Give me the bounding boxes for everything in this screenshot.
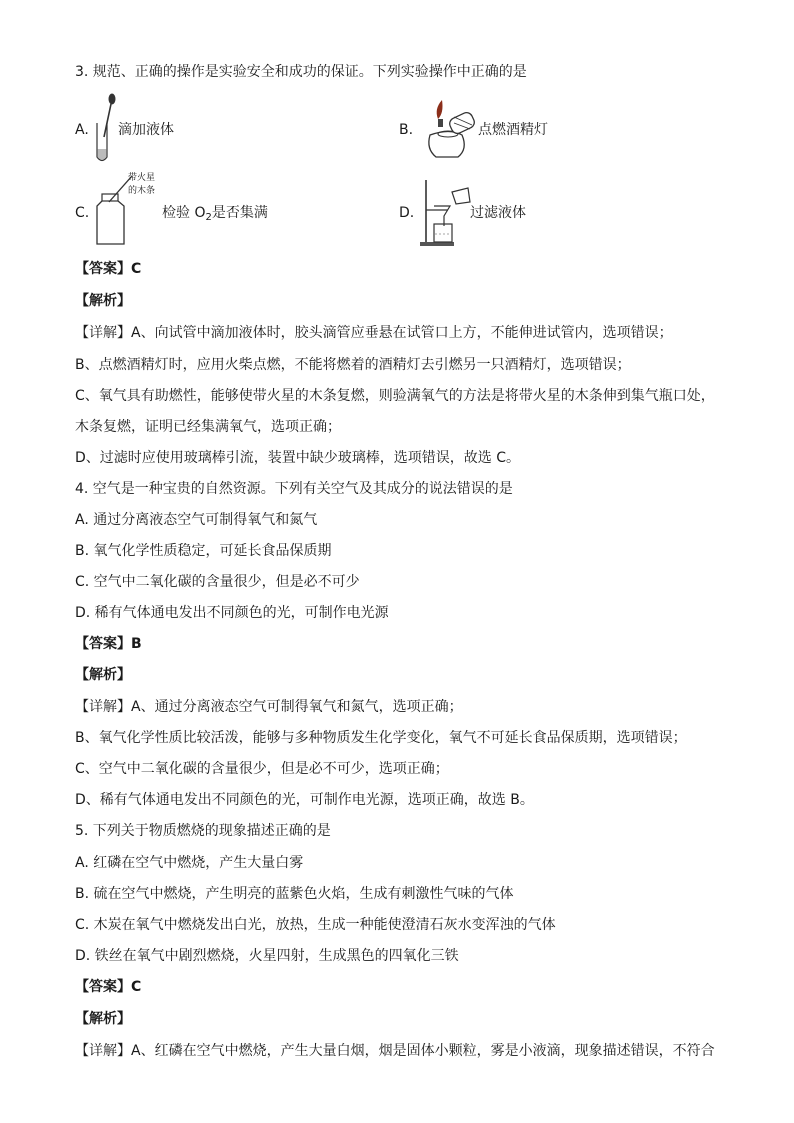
q3-answer: 【答案】C: [75, 261, 142, 277]
q4-option-b: B. 氧气化学性质稳定，可延长食品保质期: [75, 543, 332, 559]
q4-answer: 【答案】B: [75, 636, 142, 652]
wick: [438, 119, 443, 127]
q3-option-c-text-post: 是否集满: [211, 205, 268, 221]
q3-option-b-text: 点燃酒精灯: [478, 122, 548, 138]
o2-subscript: 2: [205, 212, 212, 223]
receiving-beaker: [434, 224, 452, 242]
filtration-setup-figure: [418, 178, 474, 248]
q5-analysis: 【解析】: [75, 1011, 131, 1027]
q5-option-a: A. 红磷在空气中燃烧，产生大量白雾: [75, 855, 304, 871]
alcohol-lamp-figure: [420, 95, 482, 165]
q3-detail-2: B、点燃酒精灯时，应用火柴点燃，不能将燃着的酒精灯去引燃另一只酒精灯，选项错误；: [75, 357, 631, 373]
lamp-body: [429, 132, 464, 158]
q4-detail-1: 【详解】A、通过分离液态空气可制得氧气和氮气，选项正确；: [75, 699, 463, 715]
test-tube-liquid: [98, 149, 107, 160]
pouring-beaker: [452, 188, 470, 204]
gas-bottle: [97, 201, 124, 244]
q3-option-c-text-pre: 检验 O: [162, 205, 206, 221]
q4-detail-2: B、氧气化学性质比较活泼，能够与多种物质发生化学变化，氧气不可延长食品保质期，选项错误；: [75, 730, 687, 746]
q4-option-c: C. 空气中二氧化碳的含量很少，但是必不可少: [75, 574, 360, 590]
q3-option-a-letter: A.: [75, 122, 89, 138]
q3-analysis: 【解析】: [75, 293, 131, 309]
q3-detail-3: C、氧气具有助燃性，能够使带火星的木条复燃，则验满氧气的方法是将带火星的木条伸到集气瓶口处，: [75, 388, 715, 404]
q3-option-d-letter: D.: [399, 205, 415, 221]
dropper-test-tube-figure: [92, 93, 120, 165]
q4-analysis: 【解析】: [75, 667, 131, 683]
q4-detail-3: C、空气中二氧化碳的含量很少，但是必不可少，选项正确；: [75, 761, 449, 777]
q5-option-d: D. 铁丝在氧气中剧烈燃烧，火星四射，生成黑色的四氧化三铁: [75, 948, 459, 964]
q3-option-c-text: [162, 203, 268, 228]
iron-stand-base: [420, 242, 454, 246]
splint-label-line1: 带火星: [128, 173, 156, 183]
q3-detail-4: 木条复燃，证明已经集满氧气，选项正确；: [75, 419, 341, 435]
q4-detail-4: D、稀有气体通电发出不同颜色的光，可制作电光源，选项正确，故选 B。: [75, 792, 534, 808]
q4-stem: 4. 空气是一种宝贵的自然资源。下列有关空气及其成分的说法错误的是: [75, 481, 513, 497]
q5-answer: 【答案】C: [75, 979, 142, 995]
q5-option-c: C. 木炭在氧气中燃烧发出白光，放热，生成一种能使澄清石灰水变浑浊的气体: [75, 917, 556, 933]
q4-option-a: A. 通过分离液态空气可制得氧气和氮气: [75, 512, 318, 528]
q3-detail-5: D、过滤时应使用玻璃棒引流，装置中缺少玻璃棒，选项错误，故选 C。: [75, 450, 521, 466]
dropper-bulb: [109, 94, 116, 105]
q4-option-d: D. 稀有气体通电发出不同颜色的光，可制作电光源: [75, 605, 389, 621]
q3-option-b-letter: B.: [399, 122, 414, 138]
q3-detail-1: 【详解】A、向试管中滴加液体时，胶头滴管应垂悬在试管口上方，不能伸进试管内，选项错误；: [75, 325, 673, 341]
q3-option-a-text: 滴加液体: [118, 122, 174, 138]
q5-detail-1: 【详解】A、红磷在空气中燃烧，产生大量白烟，烟是固体小颗粒，雾是小液滴，现象描述错误，不符合: [75, 1043, 715, 1059]
q3-option-c-letter: C.: [75, 205, 90, 221]
splint-label-line2: 的木条: [128, 186, 156, 196]
q5-option-b: B. 硫在空气中燃烧，产生明亮的蓝紫色火焰，生成有刺激性气味的气体: [75, 886, 514, 902]
q3-option-d-text: 过滤液体: [470, 205, 526, 221]
funnel: [434, 206, 450, 226]
q5-stem: 5. 下列关于物质燃烧的现象描述正确的是: [75, 823, 331, 839]
q3-stem: 3. 规范、正确的操作是实验安全和成功的保证。下列实验操作中正确的是: [75, 64, 527, 80]
flame: [437, 100, 443, 119]
